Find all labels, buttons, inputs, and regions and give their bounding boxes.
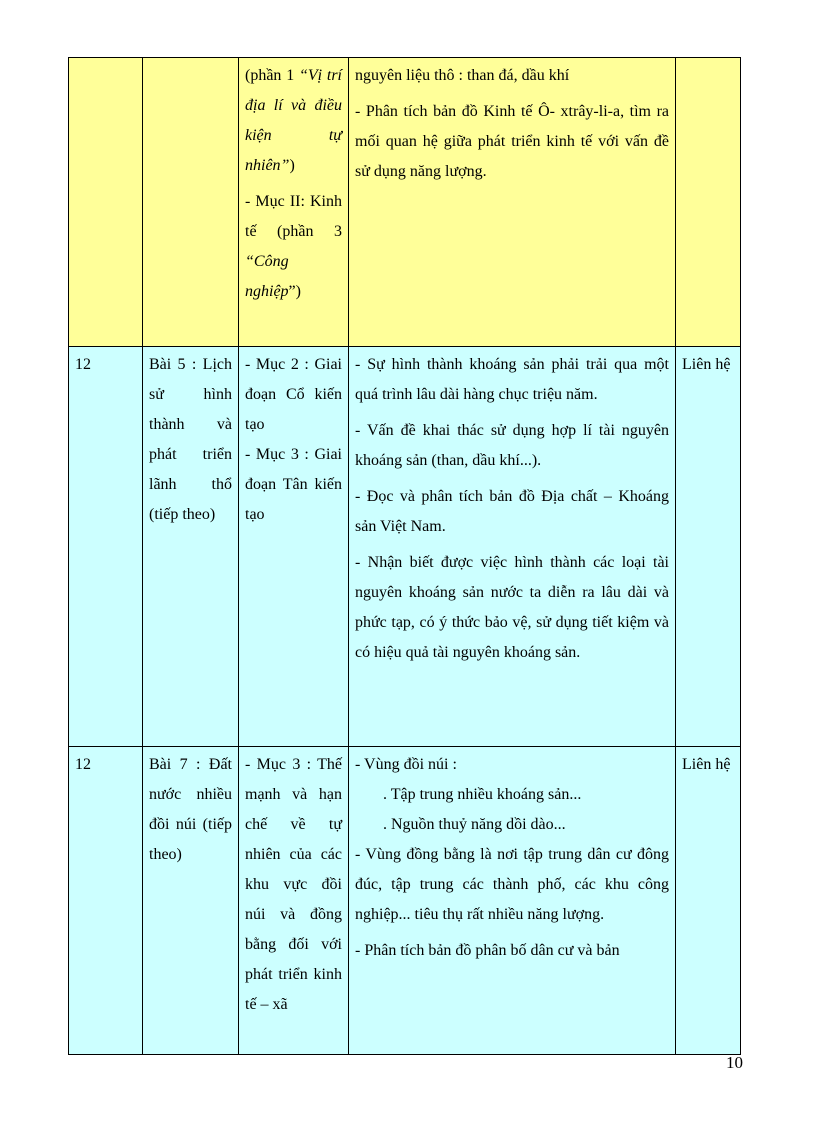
section-item: - Mục 2 : Giai đoạn Cổ kiến tạo [245, 356, 342, 433]
level-cell: Liên hệ [676, 747, 741, 1055]
grade-cell: 12 [69, 747, 143, 1055]
level-cell: Liên hệ [676, 347, 741, 747]
content-item: - Nhận biết được việc hình thành các loại tài nguyên khoáng sản nước ta diễn ra lâu dài và phức tạp, có ý thức bảo vệ, sử dụng tiết kiệm và có hiệu quả tài nguyên khoáng sản. [355, 554, 669, 661]
level-cell [676, 58, 741, 347]
table-row [69, 747, 741, 1055]
grade-cell: 12 [69, 347, 143, 747]
content-item: . Tập trung nhiều khoáng sản... [383, 786, 582, 803]
curriculum-table [68, 57, 741, 1055]
content-item: - Sự hình thành khoáng sản phải trải qua một quá trình lâu dài hàng chục triệu năm. [355, 356, 669, 403]
table-row [69, 347, 741, 747]
content-item: . Nguồn thuỷ năng dồi dào... [383, 816, 566, 833]
section-cell [239, 347, 349, 747]
section-item: - Mục 3 : Thế mạnh và hạn chế về tự nhiên của các khu vực đồi núi và đồng bằng đối với phát triển kinh tế – xã [245, 756, 342, 1013]
content-cell [349, 747, 676, 1055]
content-cell [349, 347, 676, 747]
content-item: - Vấn đề khai thác sử dụng hợp lí tài nguyên khoáng sản (than, dầu khí...). [355, 422, 669, 469]
section-item: (phần 1 “Vị trí địa lí và điều kiện tự nhiên”) [245, 67, 342, 174]
section-cell [239, 747, 349, 1055]
section-cell [239, 58, 349, 347]
section-item: - Mục 3 : Giai đoạn Tân kiến tạo [245, 446, 342, 523]
lesson-cell [143, 58, 239, 347]
section-item: - Mục II: Kinh tế (phần 3 “Công nghiệp”) [245, 193, 342, 300]
content-item: nguyên liệu thô : than đá, dầu khí [355, 67, 570, 84]
content-item: - Vùng đồng bằng là nơi tập trung dân cư đông đúc, tập trung các thành phố, các khu công nghiệp... tiêu thụ rất nhiều năng lượng. [355, 846, 669, 923]
content-item: - Vùng đồi núi : [355, 756, 457, 773]
content-cell [349, 58, 676, 347]
grade-cell [69, 58, 143, 347]
table-row [69, 58, 741, 347]
content-item: - Phân tích bản đồ phân bố dân cư và bản [355, 942, 620, 959]
lesson-cell: Bài 5 : Lịch sử hình thành và phát triển lãnh thổ (tiếp theo) [143, 347, 239, 747]
lesson-cell: Bài 7 : Đất nước nhiều đồi núi (tiếp theo) [143, 747, 239, 1055]
content-item: - Phân tích bản đồ Kinh tế Ô- xtrây-li-a, tìm ra mối quan hệ giữa phát triển kinh tế với vấn đề sử dụng năng lượng. [355, 103, 669, 180]
content-item: - Đọc và phân tích bản đồ Địa chất – Khoáng sản Việt Nam. [355, 488, 669, 535]
page-number: 10 [726, 1053, 743, 1072]
